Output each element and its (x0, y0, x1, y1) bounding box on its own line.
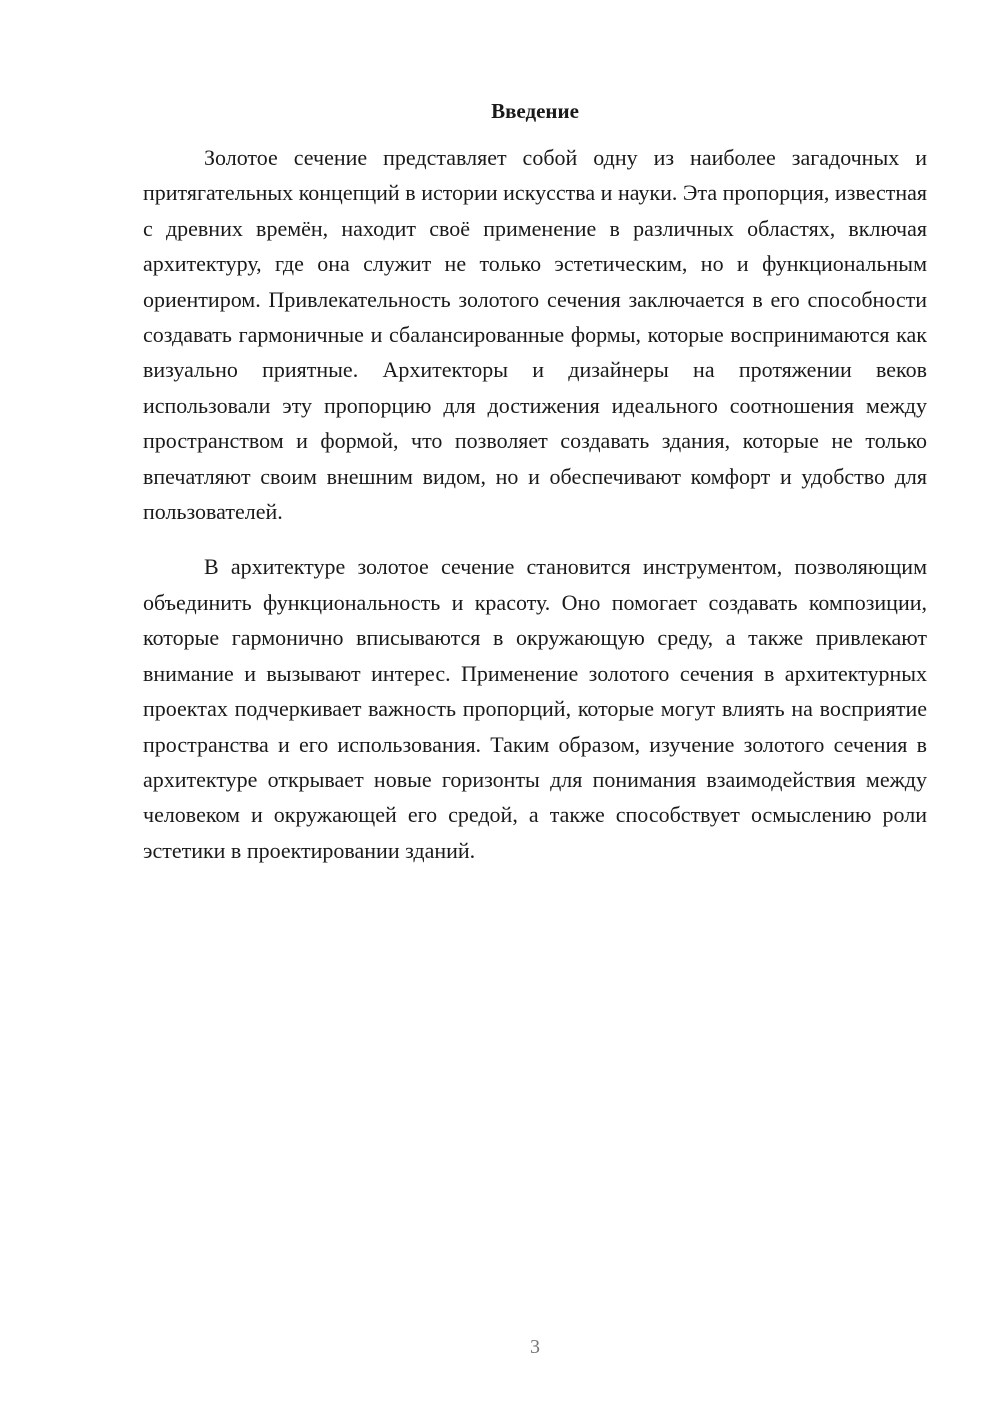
section-title: Введение (491, 99, 579, 123)
paragraph-2: В архитектуре золотое сечение становится инструментом, позволяющим объединить функциональность и красоту. Оно помогает создавать композиции, которые гармонично вписываются в окружающую среду, а также привлекают внимание и вызывают интерес. Применение золотого сечения в архитектурных проектах подчеркивает важность пропорций, которые могут влиять на восприятие пространства и его использования. Таким образом, изучение золотого сечения в архитектуре открывает новые горизонты для понимания взаимодействия между человеком и окружающей его средой, а также способствует осмыслению роли эстетики в проектировании зданий. (143, 554, 927, 863)
paragraph-1: Золотое сечение представляет собой одну из наиболее загадочных и притягательных концепций в истории искусства и науки. Эта пропорция, известная с древних времён, находит своё применение в различных областях, включая архитектуру, где она служит не только эстетическим, но и функциональным ориентиром. Привлекательность золотого сечения заключается в его способности создавать гармоничные и сбалансированные формы, которые воспринимаются как визуально приятные. Архитекторы и дизайнеры на протяжении веков использовали эту пропорцию для достижения идеального соотношения между пространством и формой, что позволяет создавать здания, которые не только впечатляют своим внешним видом, но и обеспечивают комфорт и удобство для пользователей. (143, 145, 927, 525)
body-text (143, 140, 927, 868)
page-number: 3 (530, 1336, 540, 1358)
